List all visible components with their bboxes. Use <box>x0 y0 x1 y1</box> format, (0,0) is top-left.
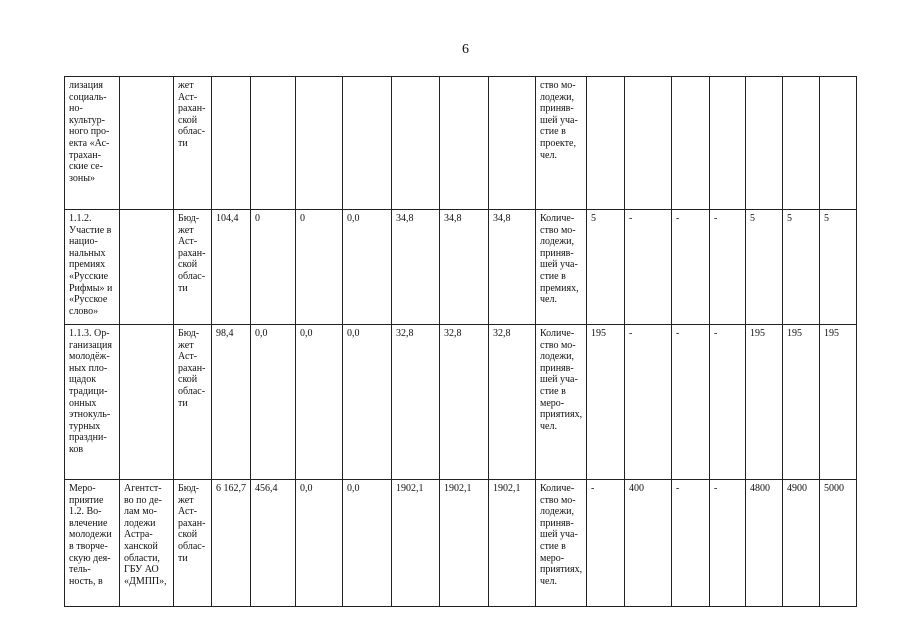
table-cell <box>296 325 343 480</box>
table-cell <box>392 77 440 210</box>
table-cell <box>251 210 296 325</box>
cell-text: Агентст- во по де- лам мо- лодежи Астра- ханской области, ГБУ АО «ДМПП», <box>124 483 167 587</box>
table-cell <box>746 210 783 325</box>
table-cell <box>536 325 587 480</box>
table-cell <box>783 480 820 607</box>
cell-text: 0,0 <box>347 213 360 224</box>
table-cell <box>536 77 587 210</box>
table-cell <box>672 77 710 210</box>
table-cell <box>65 210 120 325</box>
table-cell <box>120 210 174 325</box>
table-cell <box>710 77 746 210</box>
program-table <box>64 76 857 607</box>
cell-text: - <box>676 213 680 224</box>
table-row <box>65 325 857 480</box>
cell-text: 1902,1 <box>493 483 521 494</box>
table-cell <box>212 325 251 480</box>
table-cell <box>392 210 440 325</box>
cell-text: 5 <box>591 213 596 224</box>
table-cell <box>174 325 212 480</box>
table-cell <box>343 77 392 210</box>
cell-text: 5000 <box>824 483 844 494</box>
cell-text: 104,4 <box>216 213 239 224</box>
cell-text: 5 <box>824 213 829 224</box>
cell-text: - <box>714 328 718 339</box>
cell-text: Бюд- жет Аст- рахан- ской облас- ти <box>178 328 206 409</box>
table-cell <box>587 480 625 607</box>
table-cell <box>820 210 857 325</box>
cell-text: - <box>591 483 595 494</box>
table-cell <box>120 77 174 210</box>
table-cell <box>672 325 710 480</box>
table-cell <box>820 480 857 607</box>
table-cell <box>536 480 587 607</box>
cell-text: - <box>714 483 718 494</box>
cell-text: 456,4 <box>255 483 278 494</box>
cell-text: 98,4 <box>216 328 234 339</box>
cell-text: 34,8 <box>493 213 511 224</box>
table-cell <box>672 210 710 325</box>
table-cell <box>489 77 536 210</box>
table-cell <box>296 77 343 210</box>
table-cell <box>251 480 296 607</box>
table-cell <box>440 325 489 480</box>
cell-text: 1902,1 <box>444 483 472 494</box>
table-cell <box>392 480 440 607</box>
table-cell <box>672 480 710 607</box>
cell-text: Бюд- жет Аст- рахан- ской облас- ти <box>178 483 206 564</box>
cell-text: Количе- ство мо- лодежи, приняв- шей уча- стие в меро- приятиях, чел. <box>540 483 583 587</box>
table-cell <box>174 210 212 325</box>
table-cell <box>625 480 672 607</box>
table-cell <box>625 77 672 210</box>
table-cell <box>65 325 120 480</box>
cell-text: - <box>676 328 680 339</box>
table-cell <box>489 480 536 607</box>
cell-text: 0,0 <box>347 328 360 339</box>
table-cell <box>783 210 820 325</box>
table-cell <box>820 325 857 480</box>
table-cell <box>536 210 587 325</box>
table-cell <box>746 325 783 480</box>
cell-text: 0 <box>255 213 260 224</box>
cell-text: Количе- ство мо- лодежи, приняв- шей уча- стие в меро- приятиях, чел. <box>540 328 583 432</box>
table-cell <box>710 325 746 480</box>
cell-text: 0,0 <box>300 483 313 494</box>
table-cell <box>251 77 296 210</box>
cell-text: 195 <box>824 328 839 339</box>
table-cell <box>212 210 251 325</box>
cell-text: 6 162,7 <box>216 483 246 494</box>
table-cell <box>783 325 820 480</box>
table-row <box>65 210 857 325</box>
table-row <box>65 480 857 607</box>
table-cell <box>625 325 672 480</box>
cell-text: 0,0 <box>347 483 360 494</box>
table-cell <box>174 480 212 607</box>
table-cell <box>343 480 392 607</box>
table-cell <box>587 210 625 325</box>
table-cell <box>783 77 820 210</box>
table-cell <box>120 480 174 607</box>
table-cell <box>440 210 489 325</box>
table-cell <box>251 325 296 480</box>
table-cell <box>296 210 343 325</box>
table-cell <box>343 210 392 325</box>
table-cell <box>710 210 746 325</box>
cell-text: 1.1.2. Участие в нацио- нальных премиях «Русские Рифмы» и «Русское слово» <box>69 213 113 317</box>
table-cell <box>174 77 212 210</box>
table-cell <box>746 77 783 210</box>
table-cell <box>65 77 120 210</box>
table-cell <box>296 480 343 607</box>
table-cell <box>820 77 857 210</box>
cell-text: 5 <box>787 213 792 224</box>
cell-text: 195 <box>750 328 765 339</box>
table-cell <box>440 480 489 607</box>
cell-text: 1.1.3. Ор- ганизация молодёж- ных пло- щадок традици- онных этнокуль- турных праздни- ков <box>69 328 112 455</box>
cell-text: 195 <box>787 328 802 339</box>
cell-text: Бюд- жет Аст- рахан- ской облас- ти <box>178 213 206 294</box>
table-cell <box>212 77 251 210</box>
cell-text: 34,8 <box>396 213 414 224</box>
table-cell <box>587 77 625 210</box>
cell-text: 32,8 <box>396 328 414 339</box>
cell-text: 32,8 <box>444 328 462 339</box>
table-cell <box>65 480 120 607</box>
page-number: 6 <box>462 42 469 57</box>
cell-text: жет Аст- рахан- ской облас- ти <box>178 80 206 149</box>
cell-text: - <box>629 213 633 224</box>
table-cell <box>710 480 746 607</box>
table-cell <box>625 210 672 325</box>
table-row <box>65 77 857 210</box>
cell-text: - <box>714 213 718 224</box>
cell-text: 0 <box>300 213 305 224</box>
cell-text: 5 <box>750 213 755 224</box>
cell-text: - <box>629 328 633 339</box>
cell-text: 32,8 <box>493 328 511 339</box>
cell-text: - <box>676 483 680 494</box>
cell-text: 0,0 <box>255 328 268 339</box>
table-cell <box>489 210 536 325</box>
table-cell <box>489 325 536 480</box>
table-cell <box>392 325 440 480</box>
table-cell <box>120 325 174 480</box>
table-cell <box>343 325 392 480</box>
cell-text: 4800 <box>750 483 770 494</box>
table-cell <box>587 325 625 480</box>
cell-text: 0,0 <box>300 328 313 339</box>
cell-text: 400 <box>629 483 644 494</box>
cell-text: Меро- приятие 1.2. Во- влечение молодежи в творче- скую дея- тель- ность, в <box>69 483 112 587</box>
cell-text: 4900 <box>787 483 807 494</box>
cell-text: 1902,1 <box>396 483 424 494</box>
cell-text: ство мо- лодежи, приняв- шей уча- стие в проекте, чел. <box>540 80 578 161</box>
cell-text: 34,8 <box>444 213 462 224</box>
table-cell <box>440 77 489 210</box>
cell-text: Количе- ство мо- лодежи, приняв- шей уча- стие в премиях, чел. <box>540 213 579 306</box>
cell-text: лизация социаль- но- культур- ного про- екта «Ас- трахан- ские се- зоны» <box>69 80 110 184</box>
table-cell <box>746 480 783 607</box>
table-cell <box>212 480 251 607</box>
cell-text: 195 <box>591 328 606 339</box>
